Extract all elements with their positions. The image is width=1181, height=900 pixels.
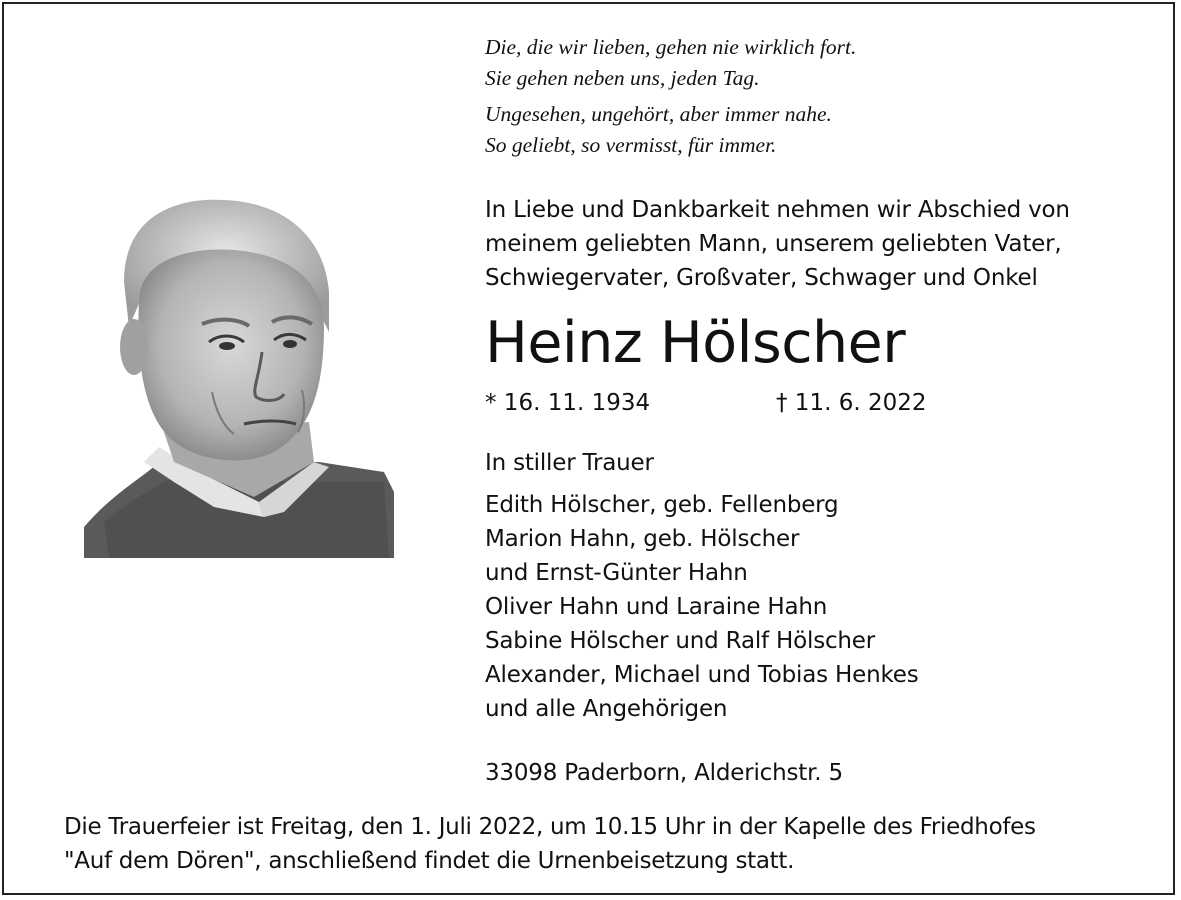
- family-member: Alexander, Michael und Tobias Henkes: [485, 662, 919, 688]
- intro-line: meinem geliebten Mann, unserem geliebten Vater,: [485, 231, 1062, 257]
- intro-line: Schwiegervater, Großvater, Schwager und Onkel: [485, 265, 1038, 291]
- death-date: † 11. 6. 2022: [776, 390, 927, 416]
- poem-line: Sie gehen neben uns, jeden Tag.: [485, 66, 760, 90]
- birth-date: * 16. 11. 1934: [485, 390, 651, 416]
- poem-stanza: [485, 32, 856, 94]
- obituary-frame: [2, 2, 1175, 895]
- family-member: Marion Hahn, geb. Hölscher: [485, 526, 800, 552]
- poem: [485, 32, 856, 161]
- family-member: und Ernst-Günter Hahn: [485, 560, 748, 586]
- poem-line: Die, die wir lieben, gehen nie wirklich fort.: [485, 35, 857, 59]
- poem-line: So geliebt, so vermisst, für immer.: [485, 133, 777, 157]
- ceremony-line: Die Trauerfeier ist Freitag, den 1. Juli 2022, um 10.15 Uhr in der Kapelle des Friedhofes: [64, 814, 1036, 840]
- poem-line: Ungesehen, ungehört, aber immer nahe.: [485, 102, 832, 126]
- ceremony-line: "Auf dem Dören", anschließend findet die Urnenbeisetzung statt.: [64, 848, 795, 874]
- address: 33098 Paderborn, Alderichstr. 5: [485, 760, 843, 786]
- family-list: [485, 488, 919, 726]
- family-member: und alle Angehörigen: [485, 696, 728, 722]
- ceremony-notice: [64, 810, 1036, 878]
- deceased-name: Heinz Hölscher: [485, 310, 906, 376]
- family-member: Sabine Hölscher und Ralf Hölscher: [485, 628, 876, 654]
- intro-line: In Liebe und Dankbarkeit nehmen wir Abschied von: [485, 197, 1070, 223]
- poem-stanza: [485, 99, 856, 161]
- family-member: Edith Hölscher, geb. Fellenberg: [485, 492, 839, 518]
- portrait-photo: [84, 162, 394, 558]
- family-member: Oliver Hahn und Laraine Hahn: [485, 594, 828, 620]
- mourning-label: In stiller Trauer: [485, 450, 654, 476]
- farewell-intro: [485, 193, 1070, 295]
